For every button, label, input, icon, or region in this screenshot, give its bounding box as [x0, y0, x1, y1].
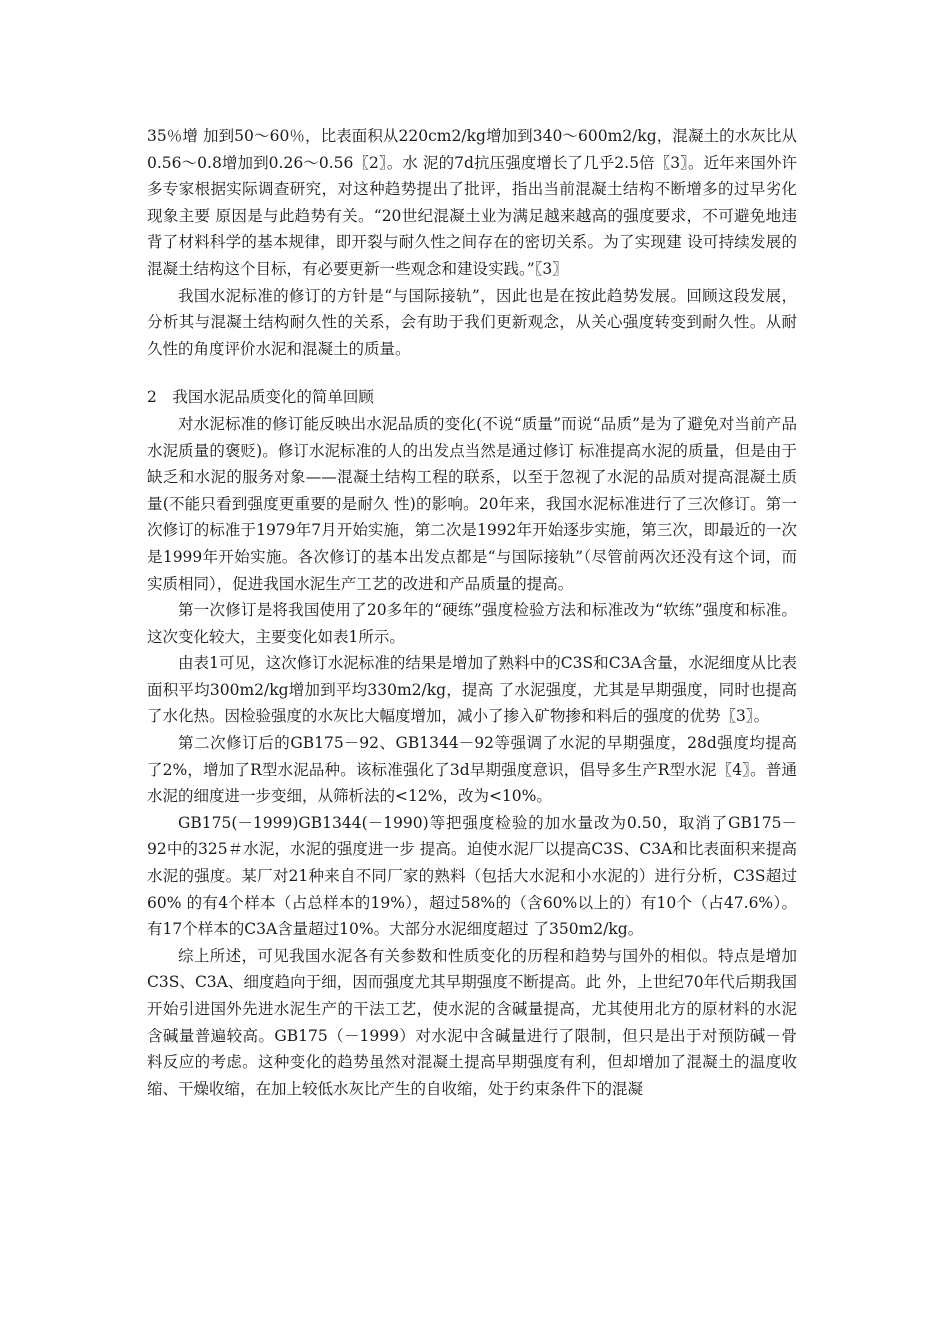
section-heading: 2 我国水泥品质变化的简单回顾: [147, 388, 374, 407]
paragraph-summary: 综上所述，可见我国水泥各有关参数和性质变化的历程和趋势与国外的相似。特点是增加C3S、C3A、细度趋向于细，因而强度尤其早期强度不断提高。此 外，上世纪70年代后期我国开始引进国外先进水泥生产的干法工艺，使水泥的含碱量提高，尤其使用北方的原材料的水泥含碱量普遍较高。GB175（－1999）对水泥中含碱量进行了限制，但只是出于对预防碱－骨料反应的考虑。这种变化的趋势虽然对混凝土提高早期强度有利，但却增加了混凝土的温度收 缩、干燥收缩，在加上较低水灰比产生的自收缩，处于约束条件下的混凝: [147, 946, 797, 1098]
paragraph-standard-revision-policy: 我国水泥标准的修订的方针是“与国际接轨”，因此也是在按此趋势发展。回顾这段发展，分析其与混凝土结构耐久性的关系，会有助于我们更新观念，从关心强度转变到耐久性。从耐久性的角度评价水泥和混凝土的质量。: [147, 286, 797, 358]
paragraph-third-revision: GB175(－1999)GB1344(－1990)等把强度检验的加水量改为0.50，取消了GB175－92中的325＃水泥，水泥的强度进一步 提高。迫使水泥厂以提高C3S、C3A和比表面积来提高水泥的强度。某厂对21种来自不同厂家的熟料（包括大水泥和小水泥的）进行分析，C3S超过60% 的有4个样本（占总样本的19%），超过58%的（含60%以上的）有10个（占47.6%）。有17个样本的C3A含量超过10%。大部分水泥细度超过 了350m2/kg。: [147, 813, 797, 939]
paragraph-table1-analysis: 由表1可见，这次修订水泥标准的结果是增加了熟料中的C3S和C3A含量，水泥细度从比表面积平均300m2/kg增加到平均330m2/kg，提高 了水泥强度，尤其是早期强度，同时也提高了水化热。因检验强度的水灰比大幅度增加，减小了掺入矿物掺和料后的强度的优势〖3〗。: [147, 654, 797, 726]
paragraph-standard-revisions-overview: 对水泥标准的修订能反映出水泥品质的变化(不说“质量”而说“品质”是为了避免对当前产品水泥质量的褒贬)。修订水泥标准的人的出发点当然是通过修订 标准提高水泥的质量，但是由于缺乏和水泥的服务对象——混凝土结构工程的联系，以至于忽视了水泥的品质对提高混凝土质量(不能只看到强度更重要的是耐久 性)的影响。20年来，我国水泥标准进行了三次修订。第一次修订的标准于1979年7月开始实施，第二次是1992年开始逐步实施，第三次，即最近的一次 是1999年开始实施。各次修订的基本出发点都是“与国际接轨”（尽管前两次还没有这个词，而实质相同），促进我国水泥生产工艺的改进和产品质量的提高。: [147, 414, 797, 593]
document-page: [147, 123, 797, 1102]
paragraph-first-revision: 第一次修订是将我国使用了20多年的“硬练”强度检验方法和标准改为“软练”强度和标准。这次变化较大，主要变化如表1所示。: [147, 601, 797, 646]
paragraph-second-revision: 第二次修订后的GB175－92、GB1344－92等强调了水泥的早期强度，28d强度均提高了2%，增加了R型水泥品种。该标准强化了3d早期强度意识，倡导多生产R型水泥〖4〗。普通水泥的细度进一步变细，从筛析法的<12%，改为<10%。: [147, 734, 797, 806]
paragraph-intro-continuation: 35％增 加到50～60％，比表面积从220cm2/kg增加到340～600m2/kg，混凝土的水灰比从0.56～0.8增加到0.26～0.56〖2〗。水 泥的7d抗压强度增长了几乎2.5倍〖3〗。近年来国外许多专家根据实际调查研究，对这种趋势提出了批评，指出当前混凝土结构不断增多的过早劣化现象主要 原因是与此趋势有关。“20世纪混凝土业为满足越来越高的强度要求，不可避免地违背了材料科学的基本规律，即开裂与耐久性之间存在的密切关系。为了实现建 设可持续发展的混凝土结构这个目标，有必要更新一些观念和建设实践。”〖3〗: [147, 127, 797, 278]
